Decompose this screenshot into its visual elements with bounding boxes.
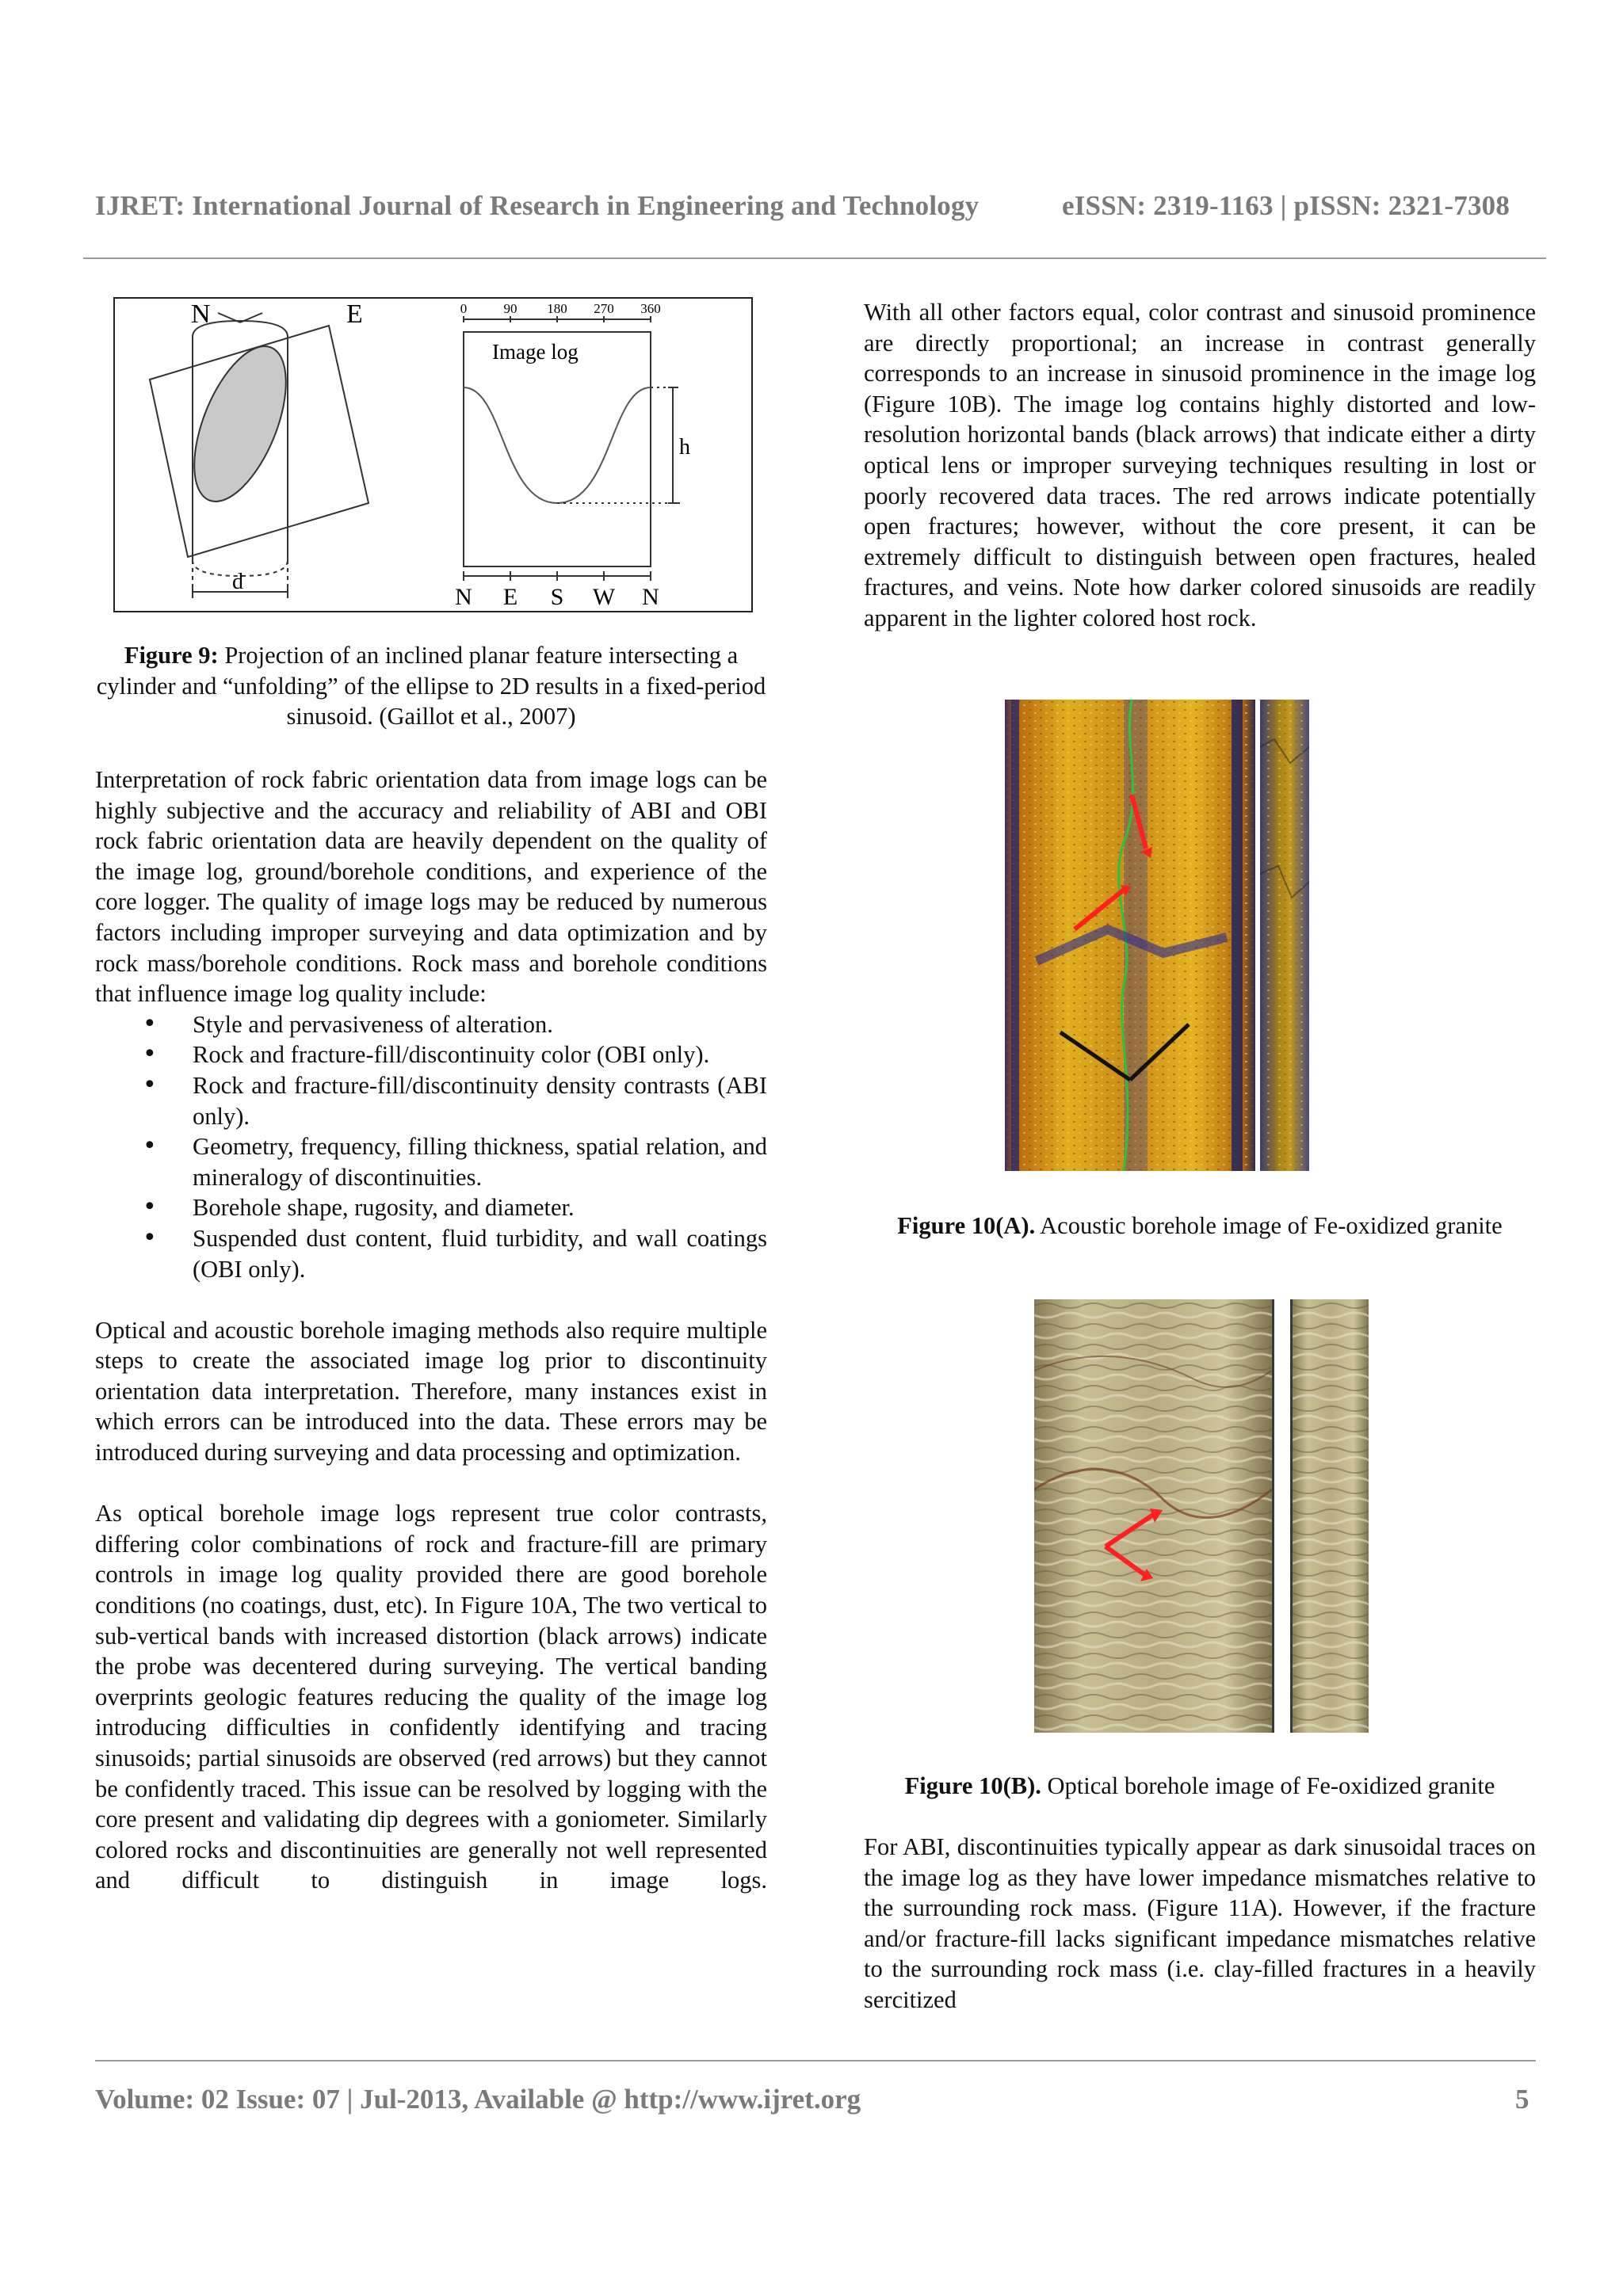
label-e: E: [346, 299, 363, 329]
figure-10b-caption-text: Optical borehole image of Fe-oxidized granite: [1041, 1772, 1495, 1799]
tick-s: S: [550, 584, 564, 610]
figure-10a-label: Figure 10(A).: [897, 1212, 1036, 1239]
tick-w: W: [592, 584, 616, 610]
page-number: 5: [1515, 2084, 1529, 2115]
image-log-title: Image log: [492, 340, 579, 364]
figure-10b-label: Figure 10(B).: [904, 1772, 1041, 1799]
figure-10b-image: [1034, 1299, 1369, 1733]
tick-n2: N: [642, 584, 659, 610]
tick-e: E: [502, 584, 518, 610]
tick-270: 270: [594, 301, 614, 316]
list-item: • Geometry, frequency, filling thickness, spatial relation, and mineralogy of discontinuities.: [95, 1131, 767, 1192]
list-item: • Rock and fracture-fill/discontinuity color (OBI only).: [95, 1039, 767, 1070]
paragraph: For ABI, discontinuities typically appear as dark sinusoidal traces on the image log as they have lower impedance mismatches relative to the surrounding rock mass. (Figure 11A). However, if the fracture and/or fracture-fill lacks significant impedance mismatches relative to the surrounding rock mass (i.e. clay-filled fractures in a heavily sercitized: [864, 1833, 1536, 2013]
right-column-top: [864, 297, 1536, 634]
label-h: h: [679, 435, 690, 460]
figure-9-svg: [115, 299, 751, 611]
list-item: • Rock and fracture-fill/discontinuity density contrasts (ABI only).: [95, 1070, 767, 1131]
running-header: [0, 190, 1623, 238]
issn-info: eISSN: 2319-1163 | pISSN: 2321-7308: [1062, 190, 1510, 221]
figure-10a-caption: [880, 1211, 1520, 1241]
optical-image-svg: [1034, 1299, 1369, 1733]
tick-n1: N: [455, 584, 472, 610]
tick-0: 0: [460, 301, 468, 316]
bottom-tick-labels: [455, 584, 659, 610]
list-item: • Suspended dust content, fluid turbidity, and wall coatings (OBI only).: [95, 1223, 767, 1284]
left-column-body: [95, 765, 767, 1896]
figure-10a-caption-text: Acoustic borehole image of Fe-oxidized granite: [1035, 1212, 1503, 1239]
figure-9-caption: [95, 640, 767, 732]
figure-9-caption-text: Projection of an inclined planar feature intersecting a cylinder and “unfolding” of the ellipse to 2D results in a fixed-period sinusoid. (Gaillot et al., 2007): [96, 642, 766, 730]
right-column-bottom: [864, 1832, 1536, 2016]
header-rule: [83, 257, 1546, 259]
label-n: N: [191, 299, 211, 329]
tick-180: 180: [547, 301, 567, 316]
footer-volume: Volume: 02 Issue: 07 | Jul-2013, Available @ http://www.ijret.org: [95, 2084, 861, 2115]
footer-rule: [95, 2060, 1536, 2061]
paragraph: Optical and acoustic borehole imaging methods also require multiple steps to create the associated image log prior to discontinuity orientation data interpretation. Therefore, many instances exist in which errors can be introduced into the data. These errors may be introduced during surveying and data processing and optimization.: [95, 1316, 767, 1466]
figure-9-label: Figure 9:: [124, 642, 219, 669]
list-item: • Borehole shape, rugosity, and diameter.: [95, 1192, 767, 1223]
label-d: d: [232, 570, 243, 594]
figure-10b-caption: [864, 1771, 1536, 1802]
figure-10a-image: [1005, 700, 1309, 1171]
paragraph: Interpretation of rock fabric orientation data from image logs can be highly subjective and the accuracy and reliability of ABI and OBI rock fabric orientation data are heavily dependent on the quality of the image log, ground/borehole conditions, and experience of the core logger. The quality of image logs may be reduced by numerous factors including improper surveying and data optimization and by rock mass/borehole conditions. Rock mass and borehole conditions that influence image log quality include:: [95, 766, 767, 1008]
intersection-ellipse: [175, 334, 304, 513]
tick-90: 90: [503, 301, 517, 316]
list-item: • Style and pervasiveness of alteration.: [95, 1009, 767, 1040]
journal-title: IJRET: International Journal of Research in Engineering and Technology: [95, 190, 980, 221]
figure-9-diagram: [113, 297, 753, 612]
conditions-list: [95, 1009, 767, 1284]
tick-360: 360: [640, 301, 661, 316]
top-tick-labels: [460, 301, 661, 316]
paragraph: With all other factors equal, color contrast and sinusoid prominence are directly proportional; an increase in contrast generally corresponds to an increase in sinusoid prominence in the image log (Figure 10B). The image log contains highly distorted and low-resolution horizontal bands (black arrows) that indicate either a dirty optical lens or improper surveying techniques resulting in lost or poorly recovered data traces. The red arrows indicate potentially open fractures; however, without the core present, it can be extremely difficult to distinguish between open fractures, healed fractures, and veins. Note how darker colored sinusoids are readily apparent in the lighter colored host rock.: [864, 299, 1536, 631]
paragraph: As optical borehole image logs represent true color contrasts, differing color combinations of rock and fracture-fill are primary controls in image log quality provided there are good borehole conditions (no coatings, dust, etc). In Figure 10A, The two vertical to sub-vertical bands with increased distortion (black arrows) indicate the probe was decentered during surveying. The vertical banding overprints geologic features reducing the quality of the image log introducing difficulties in confidently identifying and tracing sinusoids; partial sinusoids are observed (red arrows) but they cannot be confidently traced. This issue can be resolved by logging with the core present and validating dip degrees with a goniometer. Similarly colored rocks and discontinuities are generally not well represented and difficult to distinguish in image logs.: [95, 1500, 767, 1894]
acoustic-image-svg: [1005, 700, 1309, 1171]
sinusoid-curve: [464, 387, 651, 503]
